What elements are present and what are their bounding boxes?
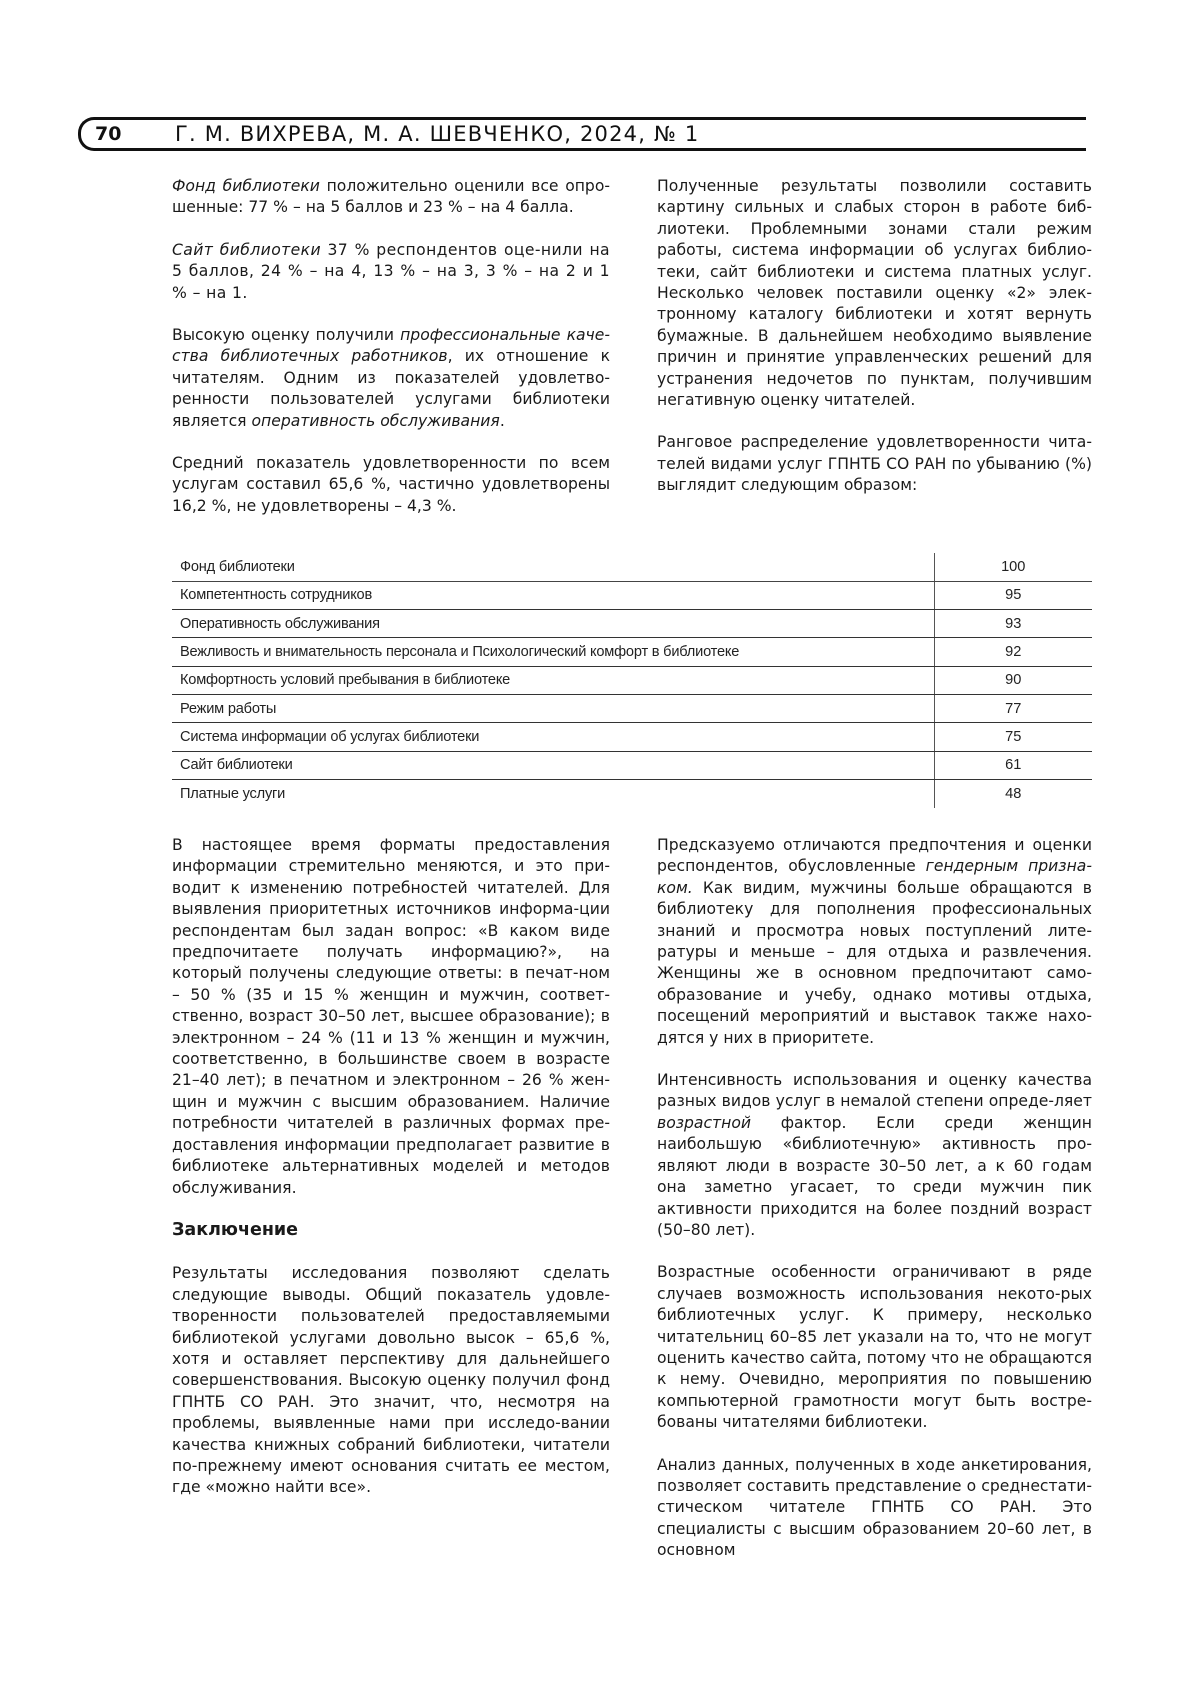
table-row — [172, 610, 1092, 638]
satisfaction-value-cell: 90 — [934, 666, 1092, 694]
paragraph-ranking-intro: Ранговое распределение удовлетворенности чита-телей видами услуг ГПНТБ СО РАН по убыванию (%) выглядит следующим образом: — [657, 433, 1092, 495]
page-number: 70 — [95, 123, 122, 145]
running-title: Г. М. ВИХРЕВА, М. А. ШЕВЧЕНКО, 2024, № 1 — [175, 122, 700, 146]
table-row — [172, 694, 1092, 722]
satisfaction-value-cell: 95 — [934, 581, 1092, 609]
service-name-cell: Комфортность условий пребывания в библиотеке — [172, 666, 934, 694]
paragraph-text: . — [499, 411, 505, 430]
service-name-cell: Система информации об услугах библиотеки — [172, 723, 934, 751]
service-name-cell: Режим работы — [172, 694, 934, 722]
service-name-cell: Фонд библиотеки — [172, 553, 934, 581]
satisfaction-value-cell: 75 — [934, 723, 1092, 751]
paragraph-text: фактор. Если среди женщин наибольшую «библиотечную» активность про-являют люди в возрасте 30–50 лет, а к 60 годам она заметно угасает, то среди мужчин пик активности приходится на более поздний возраст (50–80 лет). — [657, 1113, 1092, 1239]
satisfaction-value-cell: 100 — [934, 553, 1092, 581]
table-row — [172, 581, 1092, 609]
paragraph-average-reader: Анализ данных, полученных в ходе анкетирования, позволяет составить представление о среднестати-стическом читателе ГПНТБ СО РАН. Это специалисты с высшим образованием 20–60 лет, в основном — [657, 1455, 1092, 1560]
right-column-bottom — [657, 835, 1092, 1583]
paragraph-age-limitations: Возрастные особенности ограничивают в ряде случаев возможность использования некото-рых библиотечных услуг. К примеру, несколько читательниц 60–85 лет указали на то, что не могут оценить качество сайта, потому что не обращаются к нему. Очевидно, мероприятия по повышению компьютерной грамотности могут быть востре-бованы читателями библиотеки. — [657, 1263, 1092, 1432]
paragraph-library-fund — [172, 176, 610, 219]
emphasis: оперативность обслуживания — [251, 411, 500, 430]
paragraph-text: Предсказуемо отличаются предпочтения и оценки респондентов, обусловленные — [657, 836, 1092, 876]
emphasis: профессиональные каче-ства библиотечных работников — [172, 326, 610, 366]
service-name-cell: Сайт библиотеки — [172, 751, 934, 779]
paragraph-text: Как видим, мужчины больше обращаются в библиотеку для пополнения профессиональных знаний и просмотра новых поступлений лите-ратуры и меньше – для отдыха и развлечения. Женщины же в основном предпочитают само-образование и учебу, однако мотивы отдыха, посещений мероприятий и выставок также нахо-дятся у них в приоритете. — [657, 878, 1092, 1047]
table-row — [172, 723, 1092, 751]
paragraph-text: Высокую оценку получили — [172, 326, 401, 345]
left-column-top — [172, 176, 610, 538]
service-name-cell: Компетентность сотрудников — [172, 581, 934, 609]
running-header — [78, 117, 1086, 151]
emphasis: Фонд библиотеки — [172, 177, 320, 195]
satisfaction-ranking-table — [172, 553, 1092, 808]
paragraph-professional-qualities — [172, 325, 610, 432]
satisfaction-value-cell: 92 — [934, 638, 1092, 666]
left-column-bottom — [172, 835, 610, 1520]
paragraph-age-factor — [657, 1070, 1092, 1241]
paragraph-gender — [657, 835, 1092, 1049]
paragraph-average-satisfaction: Средний показатель удовлетворенности по всем услугам составил 65,6 %, частично удовлетворены 16,2 %, не удовлетворены – 4,3 %. — [172, 454, 610, 515]
paragraph-strengths-weaknesses: Полученные результаты позволили составить картину сильных и слабых сторон в работе биб-лиотеки. Проблемными зонами стали режим работы, система информации об услугах библио-теки, сайт библиотеки и система платных услуг. Несколько человек поставили оценку «2» элек-тронному каталогу библиотеки и хотят вернуть бумажные. В дальнейшем необходимо выявление причин и принятие управленческих решений для устранения недочетов по пунктам, получившим негативную оценку читателей. — [657, 177, 1092, 410]
table-row — [172, 638, 1092, 666]
table-row — [172, 779, 1092, 807]
paragraph-text: 37 % респондентов оце-нили на 5 баллов, 24 % – на 4, 13 % – на 3, 3 % – на 2 и 1 % – на 1. — [172, 240, 610, 302]
emphasis: возрастной — [657, 1113, 752, 1132]
right-column-top — [657, 176, 1092, 518]
paragraph-text: Интенсивность использования и оценку качества разных видов услуг в немалой степени опреде-ляет — [657, 1071, 1092, 1111]
paragraph-text: , их отношение к читателям. Одним из показателей удовлетво-ренности пользователей услугами библиотеки является — [172, 347, 610, 430]
table-row — [172, 553, 1092, 581]
table-row — [172, 666, 1092, 694]
table-row — [172, 751, 1092, 779]
emphasis: Сайт библиотеки — [172, 240, 321, 259]
service-name-cell: Платные услуги — [180, 785, 286, 802]
paragraph-library-site — [172, 240, 610, 304]
paragraph-information-formats: В настоящее время форматы предоставления информации стремительно меняются, и это при-водит к изменению потребностей читателей. Для выявления приоритетных источников информа-ции респондентам был задан вопрос: «В каком виде предпочитаете получать информацию?», на который получены следующие ответы: в печат-ном – 50 % (35 и 15 % женщин и мужчин, соответ-ственно, возраст 30–50 лет, высшее образование); в электронном – 24 % (11 и 13 % женщин и мужчин, соответственно, в большинстве своем в возрасте 21–40 лет); в печатном и электронном – 26 % жен-щин и мужчин с высшим образованием. Наличие потребности читателей в различных формах пре-доставления информации предполагает развитие в библиотеке альтернативных моделей и методов обслуживания. — [172, 836, 610, 1197]
service-name-cell: Оперативность обслуживания — [172, 610, 934, 638]
satisfaction-value-cell: 61 — [934, 751, 1092, 779]
service-name-cell: Вежливость и внимательность персонала и Психологический комфорт в библиотеке — [172, 638, 934, 666]
paragraph-conclusion: Результаты исследования позволяют сделать следующие выводы. Общий показатель удовле-творенности пользователей предоставляемыми библиотекой услугами довольно высок – 65,6 %, хотя и оставляет перспективу для дальнейшего совершенствования. Высокую оценку получил фонд ГПНТБ СО РАН. Это значит, что, несмотря на проблемы, выявленные нами при исследо-вании качества книжных собраний библиотеки, читатели по-прежнему имеют основания считать ее местом, где «можно найти все». — [172, 1264, 610, 1497]
satisfaction-value-cell: 77 — [934, 694, 1092, 722]
satisfaction-value-cell: 93 — [934, 610, 1092, 638]
paragraph-text: положительно оценили все опро-шенные: 77 % – на 5 баллов и 23 % – на 4 балла. — [172, 177, 611, 217]
section-heading-conclusion: Заключение — [172, 1219, 299, 1240]
satisfaction-value-cell: 48 — [934, 779, 1092, 807]
emphasis: гендерным призна-ком. — [657, 857, 1092, 897]
